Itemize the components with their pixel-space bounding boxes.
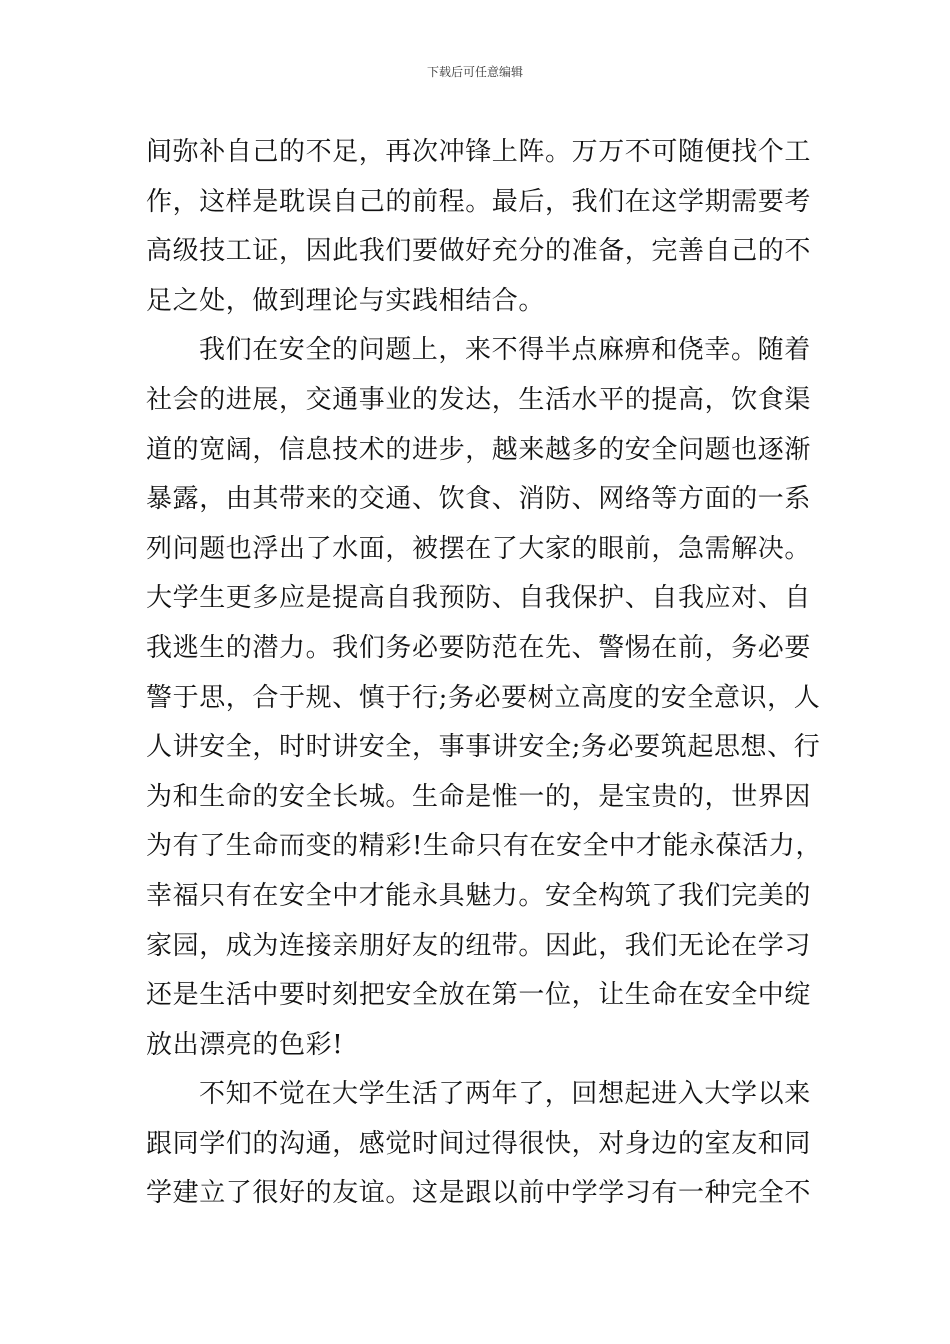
text-line: 家园，成为连接亲朋好友的纽带。因此，我们无论在学习 (146, 930, 812, 961)
text-line: 还是生活中要时刻把安全放在第一位，让生命在安全中绽 (146, 980, 812, 1011)
text-line: 足之处，做到理论与实践相结合。 (146, 285, 546, 316)
text-line: 不知不觉在大学生活了两年了，回想起进入大学以来 (199, 1079, 811, 1110)
text-line: 我逃生的潜力。我们务必要防范在先、警惕在前，务必要 (146, 632, 812, 663)
text-line: 作，这样是耽误自己的前程。最后，我们在这学期需要考 (146, 186, 812, 217)
text-line: 间弥补自己的不足，再次冲锋上阵。万万不可随便找个工 (146, 137, 812, 167)
text-line: 警于思，合于规、慎于行;务必要树立高度的安全意识，人 (146, 682, 821, 713)
text-line: 大学生更多应是提高自我预防、自我保护、自我应对、自 (146, 583, 812, 614)
page-header: 下载后可任意编辑 (426, 65, 523, 79)
text-line: 跟同学们的沟通，感觉时间过得很快，对身边的室友和同 (146, 1128, 812, 1159)
text-line: 社会的进展，交通事业的发达，生活水平的提高，饮食渠 (146, 384, 812, 415)
text-line: 学建立了很好的友谊。这是跟以前中学学习有一种完全不 (146, 1178, 812, 1209)
text-line: 人讲安全，时时讲安全，事事讲安全;务必要筑起思想、行 (146, 732, 821, 763)
text-line: 列问题也浮出了水面，被摆在了大家的眼前，急需解决。 (146, 533, 812, 564)
text-line: 为有了生命而变的精彩!生命只有在安全中才能永葆活力， (146, 831, 823, 862)
text-line: 我们在安全的问题上，来不得半点麻痹和侥幸。随着 (199, 335, 811, 366)
text-line: 放出漂亮的色彩! (146, 1029, 344, 1060)
text-line: 为和生命的安全长城。生命是惟一的，是宝贵的，世界因 (146, 781, 812, 812)
text-line: 幸福只有在安全中才能永具魅力。安全构筑了我们完美的 (146, 880, 812, 911)
text-line: 道的宽阔，信息技术的进步，越来越多的安全问题也逐渐 (146, 434, 812, 465)
document-body (146, 128, 823, 1219)
text-line: 暴露，由其带来的交通、饮食、消防、网络等方面的一系 (146, 484, 812, 515)
text-line: 高级技工证，因此我们要做好充分的准备，完善自己的不 (146, 236, 812, 267)
